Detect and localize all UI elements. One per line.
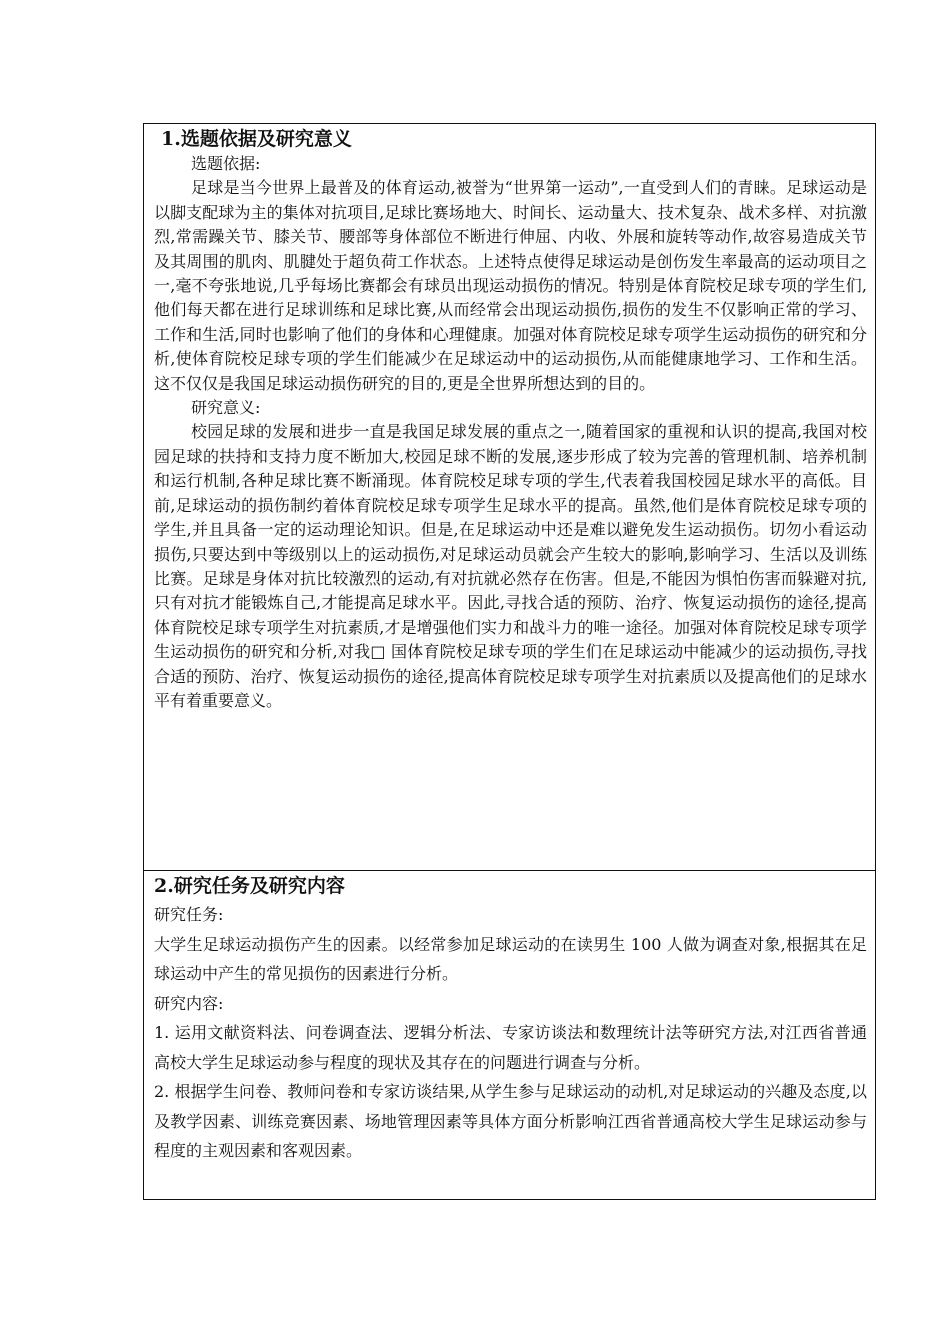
section-heading: 1.选题依据及研究意义 <box>161 128 352 150</box>
section-research-tasks <box>144 871 875 1199</box>
content-item: 2. 根据学生问卷、教师问卷和专家访谈结果,从学生参与足球运动的动机,对足球运动的兴趣及态度,以及教学因素、训练竞赛因素、场地管理因素等具体方面分析影响江西省普通高校大学生足球运动参与程度的主观因素和客观因素。 <box>154 1082 867 1160</box>
significance-label: 研究意义: <box>191 398 261 418</box>
proposal-table <box>143 123 876 1200</box>
section-body <box>154 152 867 713</box>
basis-label: 选题依据: <box>191 154 261 173</box>
section-topic-basis <box>144 124 875 871</box>
section-body <box>154 900 867 1166</box>
task-label: 研究任务: <box>154 905 224 924</box>
content-item: 1. 运用文献资料法、问卷调查法、逻辑分析法、专家访谈法和数理统计法等研究方法,对江西省普通高校大学生足球运动参与程度的现状及其存在的问题进行调查与分析。 <box>154 1023 867 1072</box>
task-paragraph: 大学生足球运动损伤产生的因素。以经常参加足球运动的在读男生 100 人做为调查对象,根据其在足球运动中产生的常见损伤的因素进行分析。 <box>154 934 867 983</box>
content-label: 研究内容: <box>154 993 224 1013</box>
significance-paragraph: 校园足球的发展和进步一直是我国足球发展的重点之一,随着国家的重视和认识的提高,我国对校园足球的扶持和支持力度不断加大,校园足球不断的发展,逐步形成了较为完善的管理机制、培养机制和运行机制,各种足球比赛不断涌现。体育院校足球专项的学生,代表着我国校园足球水平的高低。目前,足球运动的损伤制约着体育院校足球专项学生足球水平的提高。虽然,他们是体育院校足球专项的学生,并且具备一定的运动理论知识。但是,在足球运动中还是难以避免发生运动损伤。切勿小看运动损伤,只要达到中等级别以上的运动损伤,对足球运动员就会产生较大的影响,影响学习、生活以及训练比赛。足球是身体对抗比较激烈的运动,有对抗就必然存在伤害。但是,不能因为惧怕伤害而躲避对抗,只有对抗才能锻炼自己,才能提高足球水平。因此,寻找合适的预防、治疗、恢复运动损伤的途径,提高体育院校足球专项学生对抗素质,才是增强他们实力和战斗力的唯一途径。加强对体育院校足球专项学生运动损伤的研究和分析,对我□ 国体育院校足球专项的学生们在足球运动中能减少的运动损伤,寻找合适的预防、治疗、恢复运动损伤的途径,提高体育院校足球专项学生对抗素质以及提高他们的足球水平有着重要意义。 <box>154 422 867 710</box>
basis-paragraph: 足球是当今世界上最普及的体育运动,被誉为“世界第一运动”,一直受到人们的青睐。足球运动是以脚支配球为主的集体对抗项目,足球比赛场地大、时间长、运动量大、技术复杂、战术多样、对抗激烈,常需躁关节、膝关节、腰部等身体部位不断进行伸屈、内收、外展和旋转等动作,故容易造成关节及其周围的肌肉、肌腱处于超负荷工作状态。上述特点使得足球运动是创伤发生率最高的运动项目之一,毫不夸张地说,几乎每场比赛都会有球员出现运动损伤的情况。特别是体育院校足球专项的学生们,他们每天都在进行足球训练和足球比赛,从而经常会出现运动损伤,损伤的发生不仅影响正常的学习、工作和生活,同时也影响了他们的身体和心理健康。加强对体育院校足球专项学生运动损伤的研究和分析,使体育院校足球专项的学生们能减少在足球运动中的运动损伤,从而能健康地学习、工作和生活。这不仅仅是我国足球运动损伤研究的目的,更是全世界所想达到的目的。 <box>154 178 867 393</box>
section-heading: 2.研究任务及研究内容 <box>154 875 345 897</box>
